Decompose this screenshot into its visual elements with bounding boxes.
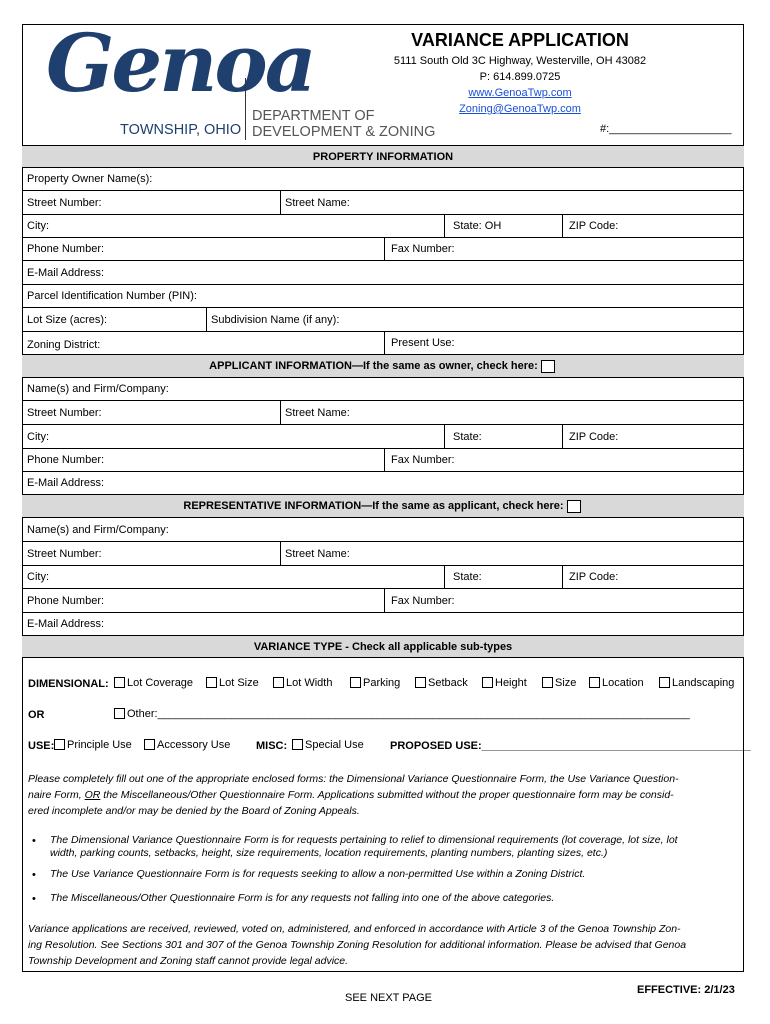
bullet-dimensional: The Dimensional Variance Questionnaire Form is for requests pertaining to relief to dimensional requirements (lot coverage, lot size, lot width, parking counts, setbacks, height, size requirements, location requirements, planting numbers, planting sizes, etc.) <box>50 834 678 859</box>
dim-height[interactable]: Height <box>482 677 527 689</box>
dim-size[interactable]: Size <box>542 677 576 689</box>
checkbox-icon[interactable] <box>482 677 493 688</box>
checkbox-icon[interactable] <box>114 708 125 719</box>
website-link[interactable]: www.GenoaTwp.com <box>468 87 572 99</box>
property-lot-row <box>22 307 744 331</box>
or-label: OR <box>28 709 45 721</box>
applicant-info-header: APPLICANT INFORMATION—If the same as owner, check here: <box>22 354 744 377</box>
property-email-row[interactable] <box>22 260 744 284</box>
email-field[interactable]: E-Mail Address: <box>27 266 105 279</box>
use-principle[interactable]: Principle Use <box>54 739 132 751</box>
property-owner-row[interactable] <box>22 167 744 190</box>
bullet-use: The Use Variance Questionnaire Form is for requests seeking to allow a non-permitted Use within a Zoning District. <box>50 868 586 880</box>
state-field[interactable]: State: OH <box>453 220 502 232</box>
street-name-field[interactable]: Street Name: <box>285 196 350 209</box>
other-field[interactable]: Other:_______________________________________________________________________________________ <box>114 708 690 720</box>
applicant-street-number-field[interactable]: Street Number: <box>27 406 102 419</box>
rep-phone-row <box>22 588 744 612</box>
rep-email-row[interactable] <box>22 612 744 635</box>
applicant-email-field[interactable]: E-Mail Address: <box>27 477 105 489</box>
present-use-field[interactable]: Present Use: <box>391 337 455 349</box>
rep-fax-field[interactable]: Fax Number: <box>391 594 455 607</box>
applicant-street-name-field[interactable]: Street Name: <box>285 406 350 419</box>
checkbox-icon[interactable] <box>415 677 426 688</box>
same-as-applicant-checkbox[interactable] <box>567 500 581 513</box>
checkbox-icon[interactable] <box>206 677 217 688</box>
rep-zip-field[interactable]: ZIP Code: <box>569 571 619 583</box>
instructions-intro: Please completely fill out one of the appropriate enclosed forms: the Dimensional Variance Questionnaire Form, the Use Variance Question- naire Form, OR the Miscellaneous/Other Questionnaire Form. Applications submitted without the proper questionnaire form may be consid- ered incomplete and/or may be denied by the Board of Zoning Appeals. <box>28 773 679 817</box>
applicant-email-row[interactable] <box>22 471 744 494</box>
checkbox-icon[interactable] <box>292 739 303 750</box>
applicant-phone-field[interactable]: Phone Number: <box>27 454 105 466</box>
office-address: 5111 South Old 3C Highway, Westerville, OH 43082 <box>393 55 647 67</box>
applicant-phone-row <box>22 448 744 471</box>
dimensional-label: DIMENSIONAL: <box>28 678 109 690</box>
dim-landscaping[interactable]: Landscaping <box>659 677 734 689</box>
applicant-city-row <box>22 424 744 448</box>
see-next-page: SEE NEXT PAGE <box>345 992 433 1004</box>
checkbox-icon[interactable] <box>542 677 553 688</box>
logo-wordmark: Genoa <box>46 16 314 110</box>
dim-location[interactable]: Location <box>589 677 644 689</box>
rep-city-field[interactable]: City: <box>27 571 49 583</box>
effective-date: EFFECTIVE: 2/1/23 <box>637 984 735 996</box>
fax-field[interactable]: Fax Number: <box>391 243 455 255</box>
phone-field[interactable]: Phone Number: <box>27 243 105 255</box>
rep-names-row[interactable] <box>22 517 744 541</box>
checkbox-icon[interactable] <box>350 677 361 688</box>
bullet-dot-1: • <box>32 835 36 847</box>
instructions-closing: Variance applications are received, reviewed, voted on, administered, and enforced in accordance with Article 3 of the Genoa Township Zon- ing Resolution. See Sections 301 and 307 of the Genoa Township Zoning Resolution for additional information. Please be advised that Genoa Township Development and Zoning staff cannot provide legal advice. <box>28 923 687 967</box>
dim-setback[interactable]: Setback <box>415 677 468 689</box>
applicant-names-row[interactable] <box>22 377 744 400</box>
checkbox-icon[interactable] <box>273 677 284 688</box>
application-number-field[interactable]: #:____________________ <box>600 123 732 135</box>
rep-state-field[interactable]: State: <box>453 571 482 583</box>
dept-line-2: DEVELOPMENT & ZONING <box>252 124 436 140</box>
dept-line-1: DEPARTMENT OF <box>252 108 375 124</box>
lot-size-field[interactable]: Lot Size (acres): <box>27 313 108 326</box>
applicant-city-field[interactable]: City: <box>27 430 49 443</box>
logo-township: TOWNSHIP, OHIO <box>120 122 242 138</box>
street-number-field[interactable]: Street Number: <box>27 196 102 209</box>
pin-field[interactable]: Parcel Identification Number (PIN): <box>27 290 197 302</box>
property-zoning-row <box>22 331 744 354</box>
office-phone: P: 614.899.0725 <box>479 71 561 83</box>
rep-email-field[interactable]: E-Mail Address: <box>27 618 105 630</box>
applicant-street-row <box>22 400 744 424</box>
logo-divider <box>245 78 246 140</box>
property-pin-row[interactable] <box>22 284 744 307</box>
applicant-state-field[interactable]: State: <box>453 430 482 443</box>
applicant-zip-field[interactable]: ZIP Code: <box>569 430 619 443</box>
rep-city-row <box>22 565 744 588</box>
checkbox-icon[interactable] <box>54 739 65 750</box>
bullet-dot-2: • <box>32 869 36 881</box>
variance-type-header: VARIANCE TYPE - Check all applicable sub-types <box>22 635 744 658</box>
rep-street-name-field[interactable]: Street Name: <box>285 547 350 560</box>
property-info-header: PROPERTY INFORMATION <box>22 145 744 167</box>
use-label: USE: <box>28 740 55 752</box>
dim-parking[interactable]: Parking <box>350 677 400 689</box>
checkbox-icon[interactable] <box>144 739 155 750</box>
checkbox-icon[interactable] <box>589 677 600 688</box>
dim-lot-coverage[interactable]: Lot Coverage <box>114 677 193 689</box>
rep-street-number-field[interactable]: Street Number: <box>27 547 102 560</box>
email-link[interactable]: Zoning@GenoaTwp.com <box>459 103 581 115</box>
bullet-misc: The Miscellaneous/Other Questionnaire Form is for any requests not falling into one of the above categories. <box>50 892 555 904</box>
checkbox-icon[interactable] <box>659 677 670 688</box>
misc-special-use[interactable]: Special Use <box>292 739 364 751</box>
city-field[interactable]: City: <box>27 220 49 232</box>
property-city-row <box>22 214 744 237</box>
use-accessory[interactable]: Accessory Use <box>144 739 230 751</box>
rep-names-field[interactable]: Name(s) and Firm/Company: <box>27 523 169 536</box>
applicant-names-field[interactable]: Name(s) and Firm/Company: <box>27 383 169 395</box>
same-as-owner-checkbox[interactable] <box>541 360 555 373</box>
applicant-fax-field[interactable]: Fax Number: <box>391 454 455 466</box>
rep-phone-field[interactable]: Phone Number: <box>27 594 105 607</box>
proposed-use-field[interactable]: PROPOSED USE:____________________________________________ <box>390 740 751 752</box>
dim-lot-width[interactable]: Lot Width <box>273 677 332 689</box>
representative-info-header: REPRESENTATIVE INFORMATION—If the same as applicant, check here: <box>22 494 744 517</box>
bullet-dot-3: • <box>32 893 36 905</box>
misc-label: MISC: <box>256 740 288 752</box>
property-street-row <box>22 190 744 214</box>
zoning-district-field[interactable]: Zoning District: <box>27 339 101 351</box>
dim-lot-size[interactable]: Lot Size <box>206 677 259 689</box>
rep-street-row <box>22 541 744 565</box>
subdivision-field[interactable]: Subdivision Name (if any): <box>211 313 340 326</box>
property-phone-row <box>22 237 744 260</box>
zip-field[interactable]: ZIP Code: <box>569 220 619 232</box>
checkbox-icon[interactable] <box>114 677 125 688</box>
owner-names-field[interactable]: Property Owner Name(s): <box>27 173 153 185</box>
page-title: VARIANCE APPLICATION <box>411 30 629 50</box>
